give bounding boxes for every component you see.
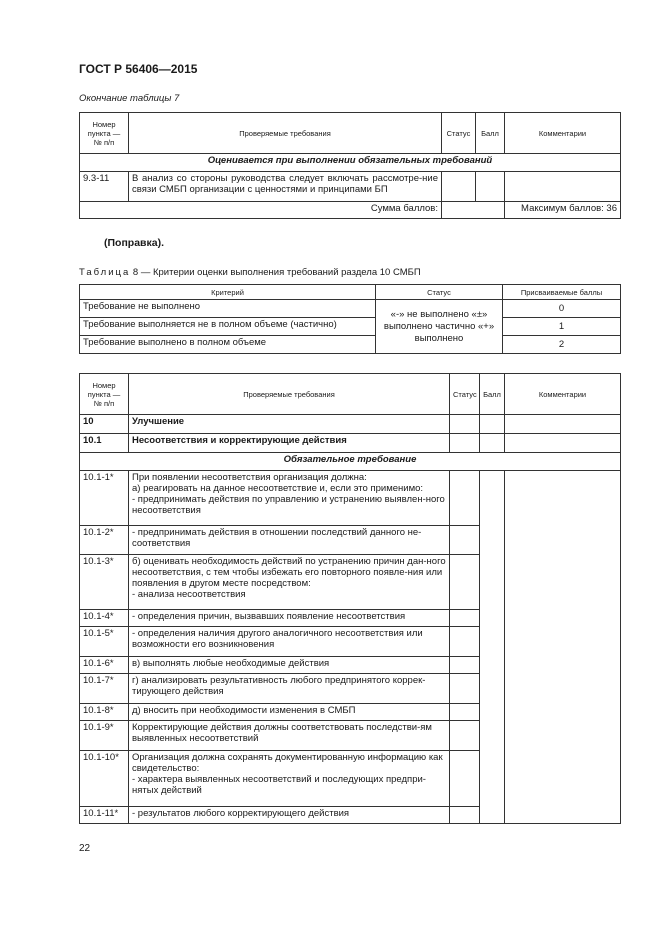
row-text: При появлении несоответствия организация должна: а) реагировать на данное несоответствие и, если это применимо: - предпринимать действия по управлению и устранению выявлен-ного несоответствия xyxy=(129,471,450,526)
criterion-1: Требование выполняется не в полном объеме (частично) xyxy=(80,318,376,336)
points-0: 0 xyxy=(503,300,621,318)
col-header-status: Статус xyxy=(450,374,480,415)
col-header-num: Номер пункта — № п/п xyxy=(80,374,129,415)
section-title: Оценивается при выполнении обязательных требований xyxy=(80,154,621,172)
amendment-note: (Поправка). xyxy=(104,237,165,249)
row-num: 10.1-2* xyxy=(80,526,129,555)
row-num: 10.1-5* xyxy=(80,627,129,657)
row-num: 10.1-11* xyxy=(80,807,129,824)
table-8-caption-rest: 8 — Критерии оценки выполнения требований раздела 10 СМБП xyxy=(132,267,421,278)
table-7-end xyxy=(79,112,621,219)
row-num: 10.1-1* xyxy=(80,471,129,526)
col-header-criterion: Критерий xyxy=(80,285,376,300)
section-10-table xyxy=(79,373,621,824)
row-num: 10.1-10* xyxy=(80,751,129,807)
row-num: 10.1-8* xyxy=(80,704,129,721)
col-header-points: Присваиваемые баллы xyxy=(503,285,621,300)
row-num: 9.3-11 xyxy=(80,172,129,202)
col-header-status: Статус xyxy=(442,113,476,154)
col-header-comment: Комментарии xyxy=(505,113,621,154)
status-legend: «-» не выполнено «±» выполнено частично «+» выполнено xyxy=(376,300,503,354)
comment-cell[interactable] xyxy=(505,415,621,434)
status-cell[interactable] xyxy=(442,172,476,202)
row-num: 10.1-9* xyxy=(80,721,129,751)
col-header-req: Проверяемые требования xyxy=(129,374,450,415)
status-cell[interactable] xyxy=(450,555,480,610)
status-cell[interactable] xyxy=(450,721,480,751)
row-text: В анализ со стороны руководства следует включать рассмотре-ние связи СМБП организации с ценностями и принципами БП xyxy=(129,172,442,202)
row-text: - определения наличия другого аналогичного несоответствия или возможности его возникновения xyxy=(129,627,450,657)
table-word: Таблица xyxy=(79,267,131,278)
score-cell[interactable] xyxy=(480,471,505,824)
row-text: д) вносить при необходимости изменения в СМБП xyxy=(129,704,450,721)
page-number: 22 xyxy=(79,843,91,854)
row-num: 10.1-4* xyxy=(80,610,129,627)
score-cell[interactable] xyxy=(480,415,505,434)
col-header-status: Статус xyxy=(376,285,503,300)
row-num: 10.1-3* xyxy=(80,555,129,610)
row-text: в) выполнять любые необходимые действия xyxy=(129,657,450,674)
points-2: 2 xyxy=(503,336,621,354)
table-row xyxy=(80,471,621,526)
table-8-caption xyxy=(79,267,421,278)
status-cell[interactable] xyxy=(450,610,480,627)
row-text: г) анализировать результативность любого предпринятого коррек-тирующего действия xyxy=(129,674,450,704)
row-num: 10 xyxy=(80,415,129,434)
row-num: 10.1 xyxy=(80,434,129,453)
criteria-table xyxy=(79,284,621,354)
status-cell[interactable] xyxy=(450,526,480,555)
status-cell[interactable] xyxy=(450,471,480,526)
row-text: Несоответствия и корректирующие действия xyxy=(129,434,450,453)
comment-cell[interactable] xyxy=(505,471,621,824)
status-cell[interactable] xyxy=(450,704,480,721)
row-num: 10.1-6* xyxy=(80,657,129,674)
col-header-num: Номер пункта — № п/п xyxy=(80,113,129,154)
row-text: Корректирующие действия должны соответствовать последстви-ям выявленных несоответствий xyxy=(129,721,450,751)
row-text: Организация должна сохранять документированную информацию как свидетельство: - характера выявленных несоответствий и последующих предпри-нятых действий xyxy=(129,751,450,807)
status-cell[interactable] xyxy=(450,751,480,807)
col-header-score: Балл xyxy=(480,374,505,415)
row-text: Улучшение xyxy=(129,415,450,434)
sum-value-cell[interactable] xyxy=(442,202,505,219)
comment-cell[interactable] xyxy=(505,434,621,453)
sum-label: Сумма баллов: xyxy=(80,202,442,219)
col-header-score: Балл xyxy=(476,113,505,154)
status-cell[interactable] xyxy=(450,627,480,657)
score-cell[interactable] xyxy=(480,434,505,453)
mandatory-title: Обязательное требование xyxy=(80,453,621,471)
status-cell[interactable] xyxy=(450,415,480,434)
points-1: 1 xyxy=(503,318,621,336)
document-id: ГОСТ Р 56406—2015 xyxy=(79,62,198,76)
row-text: - предпринимать действия в отношении последствий данного не-соответствия xyxy=(129,526,450,555)
criterion-2: Требование выполнено в полном объеме xyxy=(80,336,376,354)
row-num: 10.1-7* xyxy=(80,674,129,704)
score-cell[interactable] xyxy=(476,172,505,202)
row-text: - результатов любого корректирующего действия xyxy=(129,807,450,824)
criterion-0: Требование не выполнено xyxy=(80,300,376,318)
col-header-comment: Комментарии xyxy=(505,374,621,415)
status-cell[interactable] xyxy=(450,674,480,704)
row-text: б) оценивать необходимость действий по устранению причин дан-ного несоответствия, с тем чтобы избежать его повторного появле-ния или появления в другом месте посредством: - анализа несоответствия xyxy=(129,555,450,610)
status-cell[interactable] xyxy=(450,434,480,453)
row-text: - определения причин, вызвавших появление несоответствия xyxy=(129,610,450,627)
max-label: Максимум баллов: 36 xyxy=(505,202,621,219)
status-cell[interactable] xyxy=(450,657,480,674)
comment-cell[interactable] xyxy=(505,172,621,202)
col-header-req: Проверяемые требования xyxy=(129,113,442,154)
status-cell[interactable] xyxy=(450,807,480,824)
continuation-caption: Окончание таблицы 7 xyxy=(79,93,180,104)
